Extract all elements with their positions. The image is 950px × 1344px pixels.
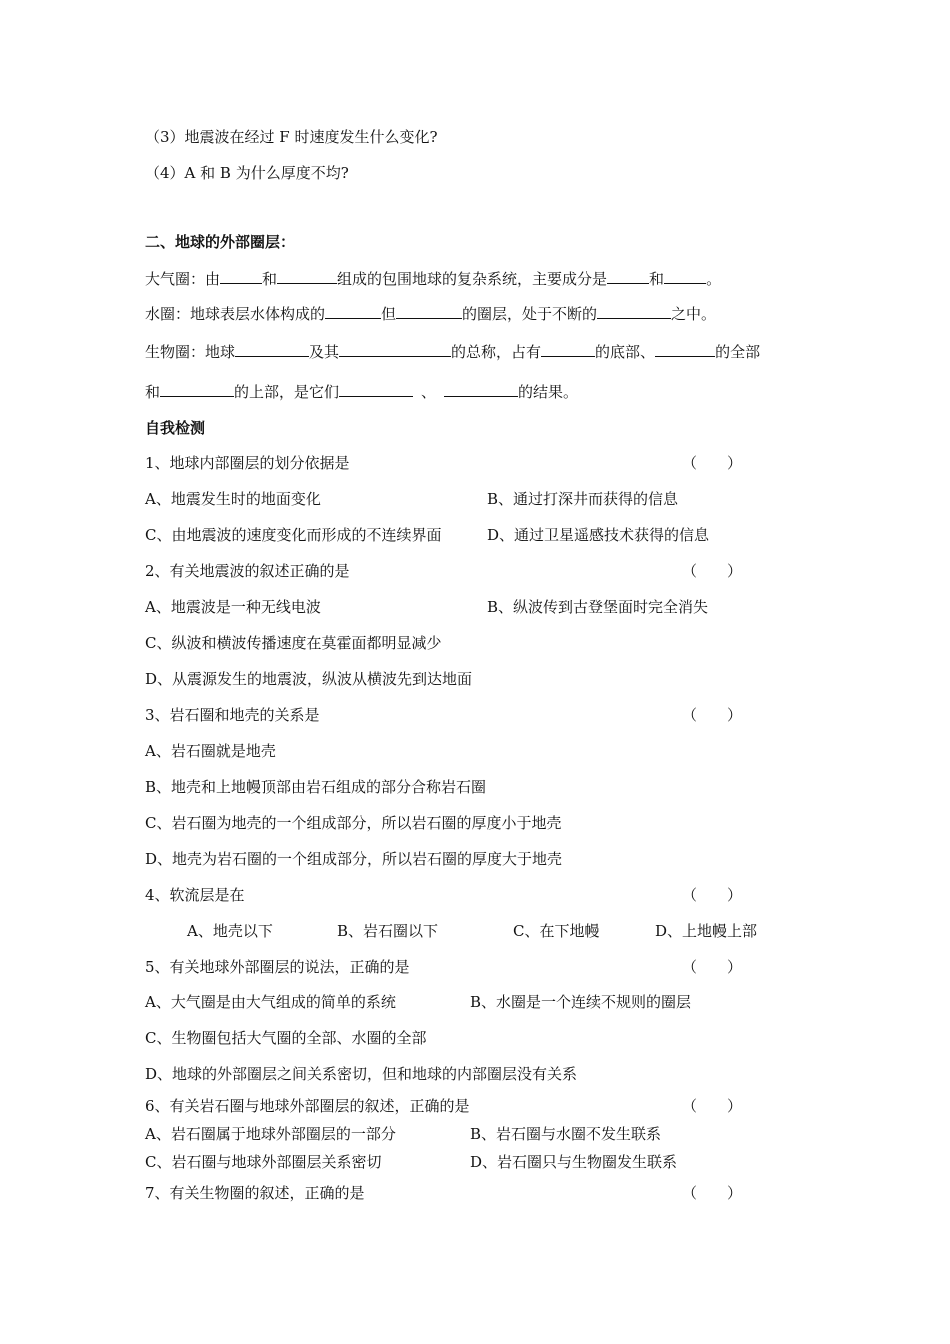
text: 。 [706, 270, 722, 288]
question-4-text: （4）A 和 B 为什么厚度不均? [145, 164, 349, 182]
text: 组成的包围地球的复杂系统，主要成分是 [337, 270, 608, 288]
blank[interactable] [339, 341, 451, 357]
blank[interactable] [541, 341, 595, 357]
q2-option-d[interactable]: D、从震源发生的地震波，纵波从横波先到达地面 [145, 670, 473, 688]
blank[interactable] [655, 341, 715, 357]
q6-option-c[interactable]: C、岩石圈与地球外部圈层关系密切 [145, 1153, 382, 1171]
q5-option-d[interactable]: D、地球的外部圈层之间关系密切，但和地球的内部圈层没有关系 [145, 1065, 578, 1083]
q2-stem: 2、有关地震波的叙述正确的是 [145, 562, 350, 580]
answer-paren[interactable]: （ ） [682, 1097, 743, 1115]
text: 生物圈：地球 [145, 343, 236, 361]
q3-option-b[interactable]: B、地壳和上地幔顶部由岩石组成的部分合称岩石圈 [145, 778, 487, 796]
text: 及其 [309, 343, 340, 361]
text: 和 [145, 383, 161, 401]
text: 的总称，占有 [451, 343, 542, 361]
q1-option-d[interactable]: D、通过卫星遥感技术获得的信息 [487, 526, 710, 544]
q5-option-a[interactable]: A、大气圈是由大气组成的简单的系统 [145, 993, 396, 1011]
text: 的全部 [715, 343, 761, 361]
q6-stem: 6、有关岩石圈与地球外部圈层的叙述，正确的是 [145, 1097, 470, 1115]
q1-option-a[interactable]: A、地震发生时的地面变化 [145, 490, 321, 508]
text: 之中。 [671, 305, 717, 323]
q3-option-c[interactable]: C、岩石圈为地壳的一个组成部分，所以岩石圈的厚度小于地壳 [145, 814, 562, 832]
text: 的结果。 [518, 383, 579, 401]
q5-option-c[interactable]: C、生物圈包括大气圈的全部、水圈的全部 [145, 1029, 427, 1047]
selftest-title: 自我检测 [145, 419, 206, 437]
section-2-title: 二、地球的外部圈层： [145, 233, 296, 251]
question-3-text: （3）地震波在经过 F 时速度发生什么变化? [145, 128, 438, 146]
text: 的底部、 [595, 343, 656, 361]
hydrosphere-line [145, 303, 716, 324]
text: 水圈：地球表层水体构成的 [145, 305, 326, 323]
atmosphere-line [145, 268, 721, 289]
blank[interactable] [664, 268, 706, 284]
q4-option-d[interactable]: D、上地幔上部 [655, 922, 758, 940]
blank[interactable] [597, 303, 671, 319]
answer-paren[interactable]: （ ） [682, 562, 743, 580]
answer-paren[interactable]: （ ） [682, 886, 743, 904]
answer-paren[interactable]: （ ） [682, 454, 743, 472]
q3-option-d[interactable]: D、地壳为岩石圈的一个组成部分，所以岩石圈的厚度大于地壳 [145, 850, 563, 868]
blank[interactable] [235, 341, 309, 357]
q2-option-a[interactable]: A、地震波是一种无线电波 [145, 598, 321, 616]
q4-option-b[interactable]: B、岩石圈以下 [337, 922, 439, 940]
q5-option-b[interactable]: B、水圈是一个连续不规则的圈层 [470, 993, 692, 1011]
blank[interactable] [444, 381, 518, 397]
q4-stem: 4、软流层是在 [145, 886, 245, 904]
text: 和 [262, 270, 278, 288]
blank[interactable] [325, 303, 381, 319]
q4-option-a[interactable]: A、地壳以下 [187, 922, 273, 940]
blank[interactable] [339, 381, 413, 397]
q1-stem: 1、地球内部圈层的划分依据是 [145, 454, 350, 472]
blank[interactable] [607, 268, 649, 284]
text: 的圈层，处于不断的 [462, 305, 598, 323]
q7-stem: 7、有关生物圈的叙述，正确的是 [145, 1184, 365, 1202]
text: 大气圈：由 [145, 270, 221, 288]
q4-option-c[interactable]: C、在下地幔 [513, 922, 600, 940]
text: 的上部，是它们 [234, 383, 340, 401]
q5-stem: 5、有关地球外部圈层的说法，正确的是 [145, 958, 410, 976]
blank[interactable] [277, 268, 337, 284]
blank[interactable] [220, 268, 262, 284]
text: 但 [381, 305, 397, 323]
q2-option-b[interactable]: B、纵波传到古登堡面时完全消失 [487, 598, 709, 616]
q6-option-d[interactable]: D、岩石圈只与生物圈发生联系 [470, 1153, 678, 1171]
q6-option-a[interactable]: A、岩石圈属于地球外部圈层的一部分 [145, 1125, 396, 1143]
blank[interactable] [160, 381, 234, 397]
blank[interactable] [396, 303, 462, 319]
q3-stem: 3、岩石圈和地壳的关系是 [145, 706, 320, 724]
q1-option-c[interactable]: C、由地震波的速度变化而形成的不连续界面 [145, 526, 442, 544]
text: 和 [649, 270, 665, 288]
answer-paren[interactable]: （ ） [682, 958, 743, 976]
answer-paren[interactable]: （ ） [682, 1184, 743, 1202]
q3-option-a[interactable]: A、岩石圈就是地壳 [145, 742, 276, 760]
text: 、 [421, 383, 437, 401]
answer-paren[interactable]: （ ） [682, 706, 743, 724]
biosphere-line-1 [145, 341, 760, 362]
q1-option-b[interactable]: B、通过打深井而获得的信息 [487, 490, 679, 508]
q6-option-b[interactable]: B、岩石圈与水圈不发生联系 [470, 1125, 662, 1143]
biosphere-line-2 [145, 381, 578, 402]
q2-option-c[interactable]: C、纵波和横波传播速度在莫霍面都明显减少 [145, 634, 442, 652]
